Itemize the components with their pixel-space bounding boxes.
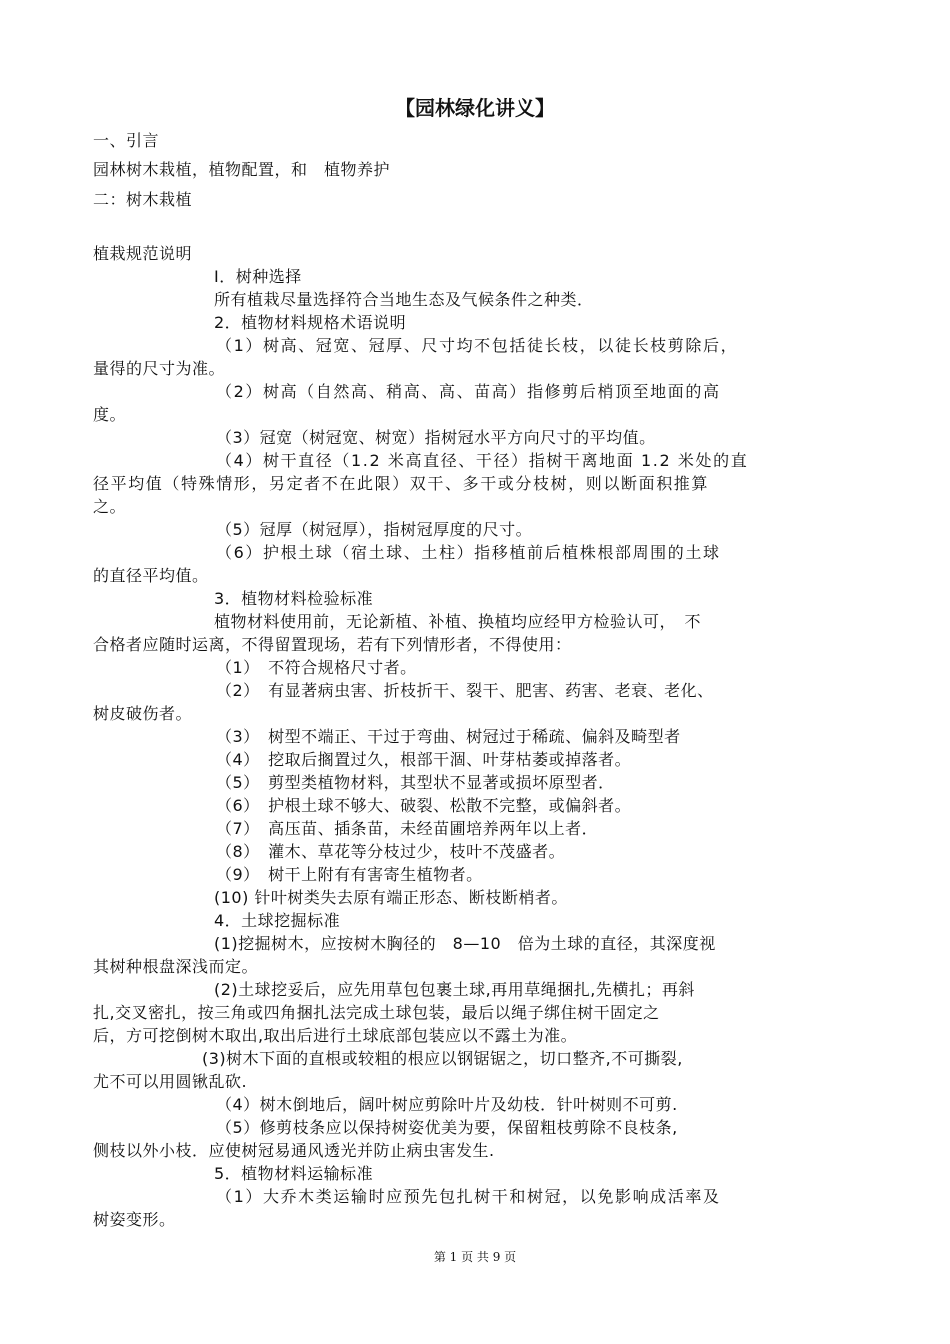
- list-item: （8） 灌木、草花等分枝过少，枝叶不茂盛者。: [216, 842, 566, 861]
- paragraph-line: 侧枝以外小枝．应使树冠易通风透光并防止病虫害发生.: [93, 1141, 495, 1160]
- intro-text: 园林树木栽植，植物配置，和 植物养护: [93, 160, 391, 179]
- paragraph-line: 其树种根盘深浅而定。: [93, 957, 259, 976]
- section-heading-introduction: 一、引言: [93, 131, 160, 150]
- planting-spec-heading: 植栽规范说明: [93, 244, 193, 263]
- subheading-species-selection: I．树种选择: [214, 267, 302, 286]
- list-item: （5） 剪型类植物材料，其型状不显著或损坏原型者．: [216, 773, 615, 792]
- paragraph-line: （4）树干直径（1.2 米高直径、干径）指树干离地面 1.2 米处的直: [216, 451, 749, 470]
- paragraph-line: （5）冠厚（树冠厚），指树冠厚度的尺寸。: [216, 520, 533, 539]
- paragraph-line: 植物材料使用前，无论新植、补植、换植均应经甲方检验认可， 不: [214, 612, 702, 631]
- list-item: 树皮破伤者。: [93, 704, 193, 723]
- paragraph-line: 度。: [93, 405, 127, 424]
- paragraph-line: 径平均值（特殊情形，另定者不在此限）双干、多干或分枝树，则以断面积推算: [93, 474, 710, 493]
- paragraph-line: 量得的尺寸为准。: [93, 359, 226, 378]
- list-item: （4） 挖取后搁置过久，根部干涸、叶芽枯萎或掉落者。: [216, 750, 632, 769]
- paragraph-line: （4）树木倒地后，阔叶树应剪除叶片及幼枝．针叶树则不可剪.: [216, 1095, 678, 1114]
- paragraph-line: 合格者应随时运离，不得留置现场，若有下列情形者，不得使用：: [93, 635, 572, 654]
- paragraph-line: (2)土球挖妥后，应先用草包包裹土球,再用草绳捆扎,先横扎；再斜: [214, 980, 695, 999]
- paragraph-line: （5）修剪枝条应以保持树姿优美为要，保留粗枝剪除不良枝条,: [216, 1118, 678, 1137]
- paragraph-line: 树姿变形。: [93, 1210, 176, 1229]
- paragraph-line: 所有植栽尽量选择符合当地生态及气候条件之种类．: [214, 290, 594, 309]
- paragraph-line: （2）树高（自然高、稍高、高、苗高）指修剪后梢顶至地面的高: [216, 382, 721, 401]
- paragraph-line: 的直径平均值。: [93, 566, 209, 585]
- paragraph-line: 后，方可挖倒树木取出,取出后进行土球底部包装应以不露土为准。: [93, 1026, 578, 1045]
- paragraph-line: 扎,交叉密扎，按三角或四角捆扎法完成土球包装，最后以绳子绑住树干固定之: [93, 1003, 660, 1022]
- subheading-inspection: 3．植物材料检验标准: [214, 589, 374, 608]
- list-item: （9） 树干上附有有害寄生植物者。: [216, 865, 483, 884]
- list-item: （1） 不符合规格尺寸者。: [216, 658, 417, 677]
- page-footer: 第 1 页 共 9 页: [433, 1250, 517, 1264]
- list-item: （2） 有显著病虫害、折枝折干、裂干、肥害、药害、老衰、老化、: [216, 681, 714, 700]
- paragraph-line: （6）护根土球（宿土球、土柱）指移植前后植株根部周围的土球: [216, 543, 721, 562]
- paragraph-line: 尤不可以用圆锹乱砍.: [93, 1072, 248, 1091]
- paragraph-line: 之。: [93, 497, 127, 516]
- paragraph-line: （1）树高、冠宽、冠厚、尺寸均不包括徒长枝，以徒长枝剪除后，: [216, 336, 739, 355]
- paragraph-line: （3）冠宽（树冠宽、树宽）指树冠水平方向尺寸的平均值。: [216, 428, 656, 447]
- paragraph-line: (1)挖掘树木，应按树木胸径的 8—10 倍为土球的直径，其深度视: [214, 934, 716, 953]
- subheading-size-terms: 2．植物材料规格术语说明: [214, 313, 407, 332]
- list-item: （3） 树型不端正、干过于弯曲、树冠过于稀疏、偏斜及畸型者: [216, 727, 681, 746]
- document-title: 【园林绿化讲义】: [395, 96, 555, 120]
- subheading-root-ball-digging: 4．土球挖掘标准: [214, 911, 341, 930]
- section-heading-tree-planting: 二：树木栽植: [93, 190, 193, 209]
- list-item: （6） 护根土球不够大、破裂、松散不完整，或偏斜者。: [216, 796, 632, 815]
- subheading-transport: 5．植物材料运输标准: [214, 1164, 374, 1183]
- paragraph-line: (3)树木下面的直根或较粗的根应以钢锯锯之，切口整齐,不可撕裂,: [202, 1049, 683, 1068]
- list-item: (10) 针叶树类失去原有端正形态、断枝断梢者。: [214, 888, 568, 907]
- list-item: （7） 高压苗、插条苗，未经苗圃培养两年以上者．: [216, 819, 599, 838]
- paragraph-line: （1）大乔木类运输时应预先包扎树干和树冠，以免影响成活率及: [216, 1187, 721, 1206]
